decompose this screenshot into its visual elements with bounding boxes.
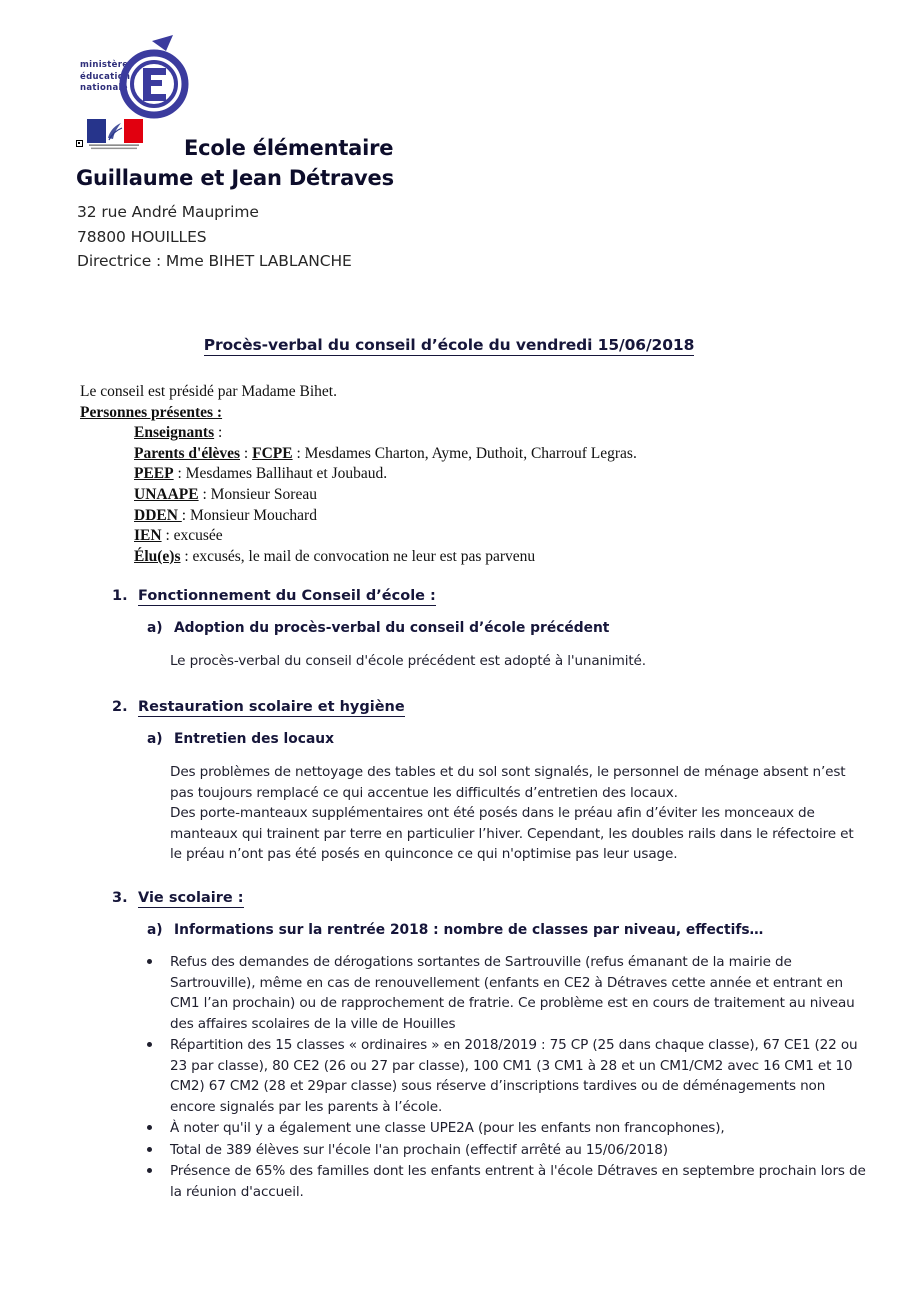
attendee-row-elus: Élu(e)s : excusés, le mail de convocation ne leur est pas parvenu bbox=[134, 547, 536, 565]
section-1 bbox=[112, 588, 872, 672]
attendee-row-unaape: UNAAPE : Monsieur Soreau bbox=[134, 485, 317, 503]
attendee-row-parents: Parents d'élèves : FCPE : Mesdames Charton, Ayme, Duthoit, Charrouf Legras. bbox=[134, 444, 637, 462]
attendee-row-dden: DDEN : Monsieur Mouchard bbox=[134, 506, 317, 524]
attendee-row-enseignants: Enseignants : bbox=[134, 424, 223, 442]
bullet-dot-icon bbox=[147, 1125, 152, 1130]
section-2-heading bbox=[112, 699, 872, 715]
ministry-word-line2: éducation bbox=[80, 71, 131, 82]
section-1-number: 1. bbox=[112, 588, 128, 604]
list-item bbox=[112, 1035, 872, 1117]
bullet-dot-icon bbox=[147, 1042, 152, 1047]
list-item-text: Total de 389 élèves sur l'école l'an prochain (effectif arrêté au 15/06/2018) bbox=[170, 1141, 668, 1158]
french-republic-logo-icon bbox=[86, 118, 144, 152]
address-city: 78800 HOUILLES bbox=[77, 227, 207, 246]
school-name-line2: Guillaume et Jean Détraves bbox=[76, 166, 394, 190]
section-3-bullet-list bbox=[112, 952, 872, 1202]
attendee-row-ien: IEN : excusée bbox=[134, 527, 223, 545]
address-director: Directrice : Mme BIHET LABLANCHE bbox=[77, 252, 352, 270]
list-item-text: Répartition des 15 classes « ordinaires » en 2018/2019 : 75 CP (25 dans chaque classe), 67 CE1 (22 ou 23 par classe), 80 CE2 (26 ou 27 par classe), 100 CM1 (3 CM1 à 28 et un CM1/CM2 avec 16 CM1 et 10 CM2) 67 CM2 (28 et 29par classe) sous réserve d’inscriptions tardives ou de déménagements non encore signalés par les parents à l’école. bbox=[170, 1037, 858, 1115]
attendees-heading: Personnes présentes : bbox=[80, 403, 223, 421]
document-title-text: Procès-verbal du conseil d’école du vendredi 15/06/2018 bbox=[203, 336, 695, 354]
attendee-row-peep: PEEP : Mesdames Ballihaut et Joubaud. bbox=[134, 465, 388, 483]
document-title bbox=[0, 336, 898, 354]
list-item bbox=[112, 1140, 872, 1161]
presided-by-line: Le conseil est présidé par Madame Bihet. bbox=[80, 383, 337, 400]
list-item bbox=[112, 1161, 872, 1202]
ministry-word-line3: nationale bbox=[80, 83, 128, 93]
section-3 bbox=[112, 890, 872, 1203]
list-item bbox=[112, 952, 872, 1034]
section-2-title: Restauration scolaire et hygiène bbox=[138, 699, 405, 715]
list-item bbox=[112, 1118, 872, 1139]
school-name-line1: Ecole élémentaire bbox=[184, 136, 394, 160]
section-3-title: Vie scolaire : bbox=[138, 890, 244, 906]
section-2-paragraph-2: Des porte-manteaux supplémentaires ont été posés dans le préau afin d’éviter les monceaux de manteaux qui trainent par terre en particulier l’hiver. Cependant, les doubles rails dans le réfectoire et le préau n’ont pas été posés en quinconce ce qui n'optimise pas leur usage. bbox=[170, 805, 854, 862]
section-1-title: Fonctionnement du Conseil d’école : bbox=[138, 588, 436, 604]
list-item-text: Refus des demandes de dérogations sortantes de Sartrouville (refus émanant de la mairie de Sartrouville), même en cas de renouvellement (enfants en CE2 à Détraves cette année et entrant en CM1 l’an prochain) ou de rapprochement de fratrie. Ce problème est en cours de traitement au niveau des affaires scolaires de la ville de Houilles bbox=[170, 954, 855, 1032]
letterhead bbox=[76, 30, 836, 270]
section-2-number: 2. bbox=[112, 699, 128, 715]
section-1-sub-title: Adoption du procès-verbal du conseil d’école précédent bbox=[174, 620, 610, 636]
bullet-dot-icon bbox=[147, 959, 152, 964]
section-3-number: 3. bbox=[112, 890, 128, 906]
list-item-text: À noter qu'il y a également une classe UPE2A (pour les enfants non francophones), bbox=[170, 1120, 725, 1136]
section-1-heading bbox=[112, 588, 872, 604]
section-2 bbox=[112, 699, 872, 865]
section-3-subheading bbox=[112, 922, 872, 938]
attendees-block bbox=[80, 382, 840, 567]
logo-block bbox=[76, 30, 836, 270]
e-circle-emblem-icon bbox=[116, 32, 192, 120]
bullet-dot-icon bbox=[147, 1168, 152, 1173]
section-3-sub-letter: a) bbox=[147, 922, 163, 938]
list-item-text: Présence de 65% des familles dont les enfants entrent à l'école Détraves en septembre prochain lors de la réunion d'accueil. bbox=[170, 1163, 866, 1200]
section-3-sub-title: Informations sur la rentrée 2018 : nombre de classes par niveau, effectifs… bbox=[174, 922, 764, 938]
bullet-dot-icon bbox=[147, 1147, 152, 1152]
address-street: 32 rue André Mauprime bbox=[77, 203, 259, 221]
section-1-subheading bbox=[112, 620, 872, 636]
square-bullet-icon bbox=[76, 140, 83, 147]
ministry-education-logo bbox=[80, 32, 192, 124]
section-2-paragraph-1: Des problèmes de nettoyage des tables et du sol sont signalés, le personnel de ménage absent n’est pas toujours remplacé ce qui accentue les difficultés d’entretien des locaux. bbox=[170, 764, 846, 801]
ministry-word-line1: ministère bbox=[80, 60, 129, 70]
section-2-sub-letter: a) bbox=[147, 731, 163, 747]
section-1-paragraph-1: Le procès-verbal du conseil d'école précédent est adopté à l'unanimité. bbox=[170, 653, 646, 669]
section-2-subheading bbox=[112, 731, 872, 747]
section-1-sub-letter: a) bbox=[147, 620, 163, 636]
school-address bbox=[77, 200, 352, 274]
section-3-heading bbox=[112, 890, 872, 906]
section-2-sub-title: Entretien des locaux bbox=[174, 731, 334, 747]
